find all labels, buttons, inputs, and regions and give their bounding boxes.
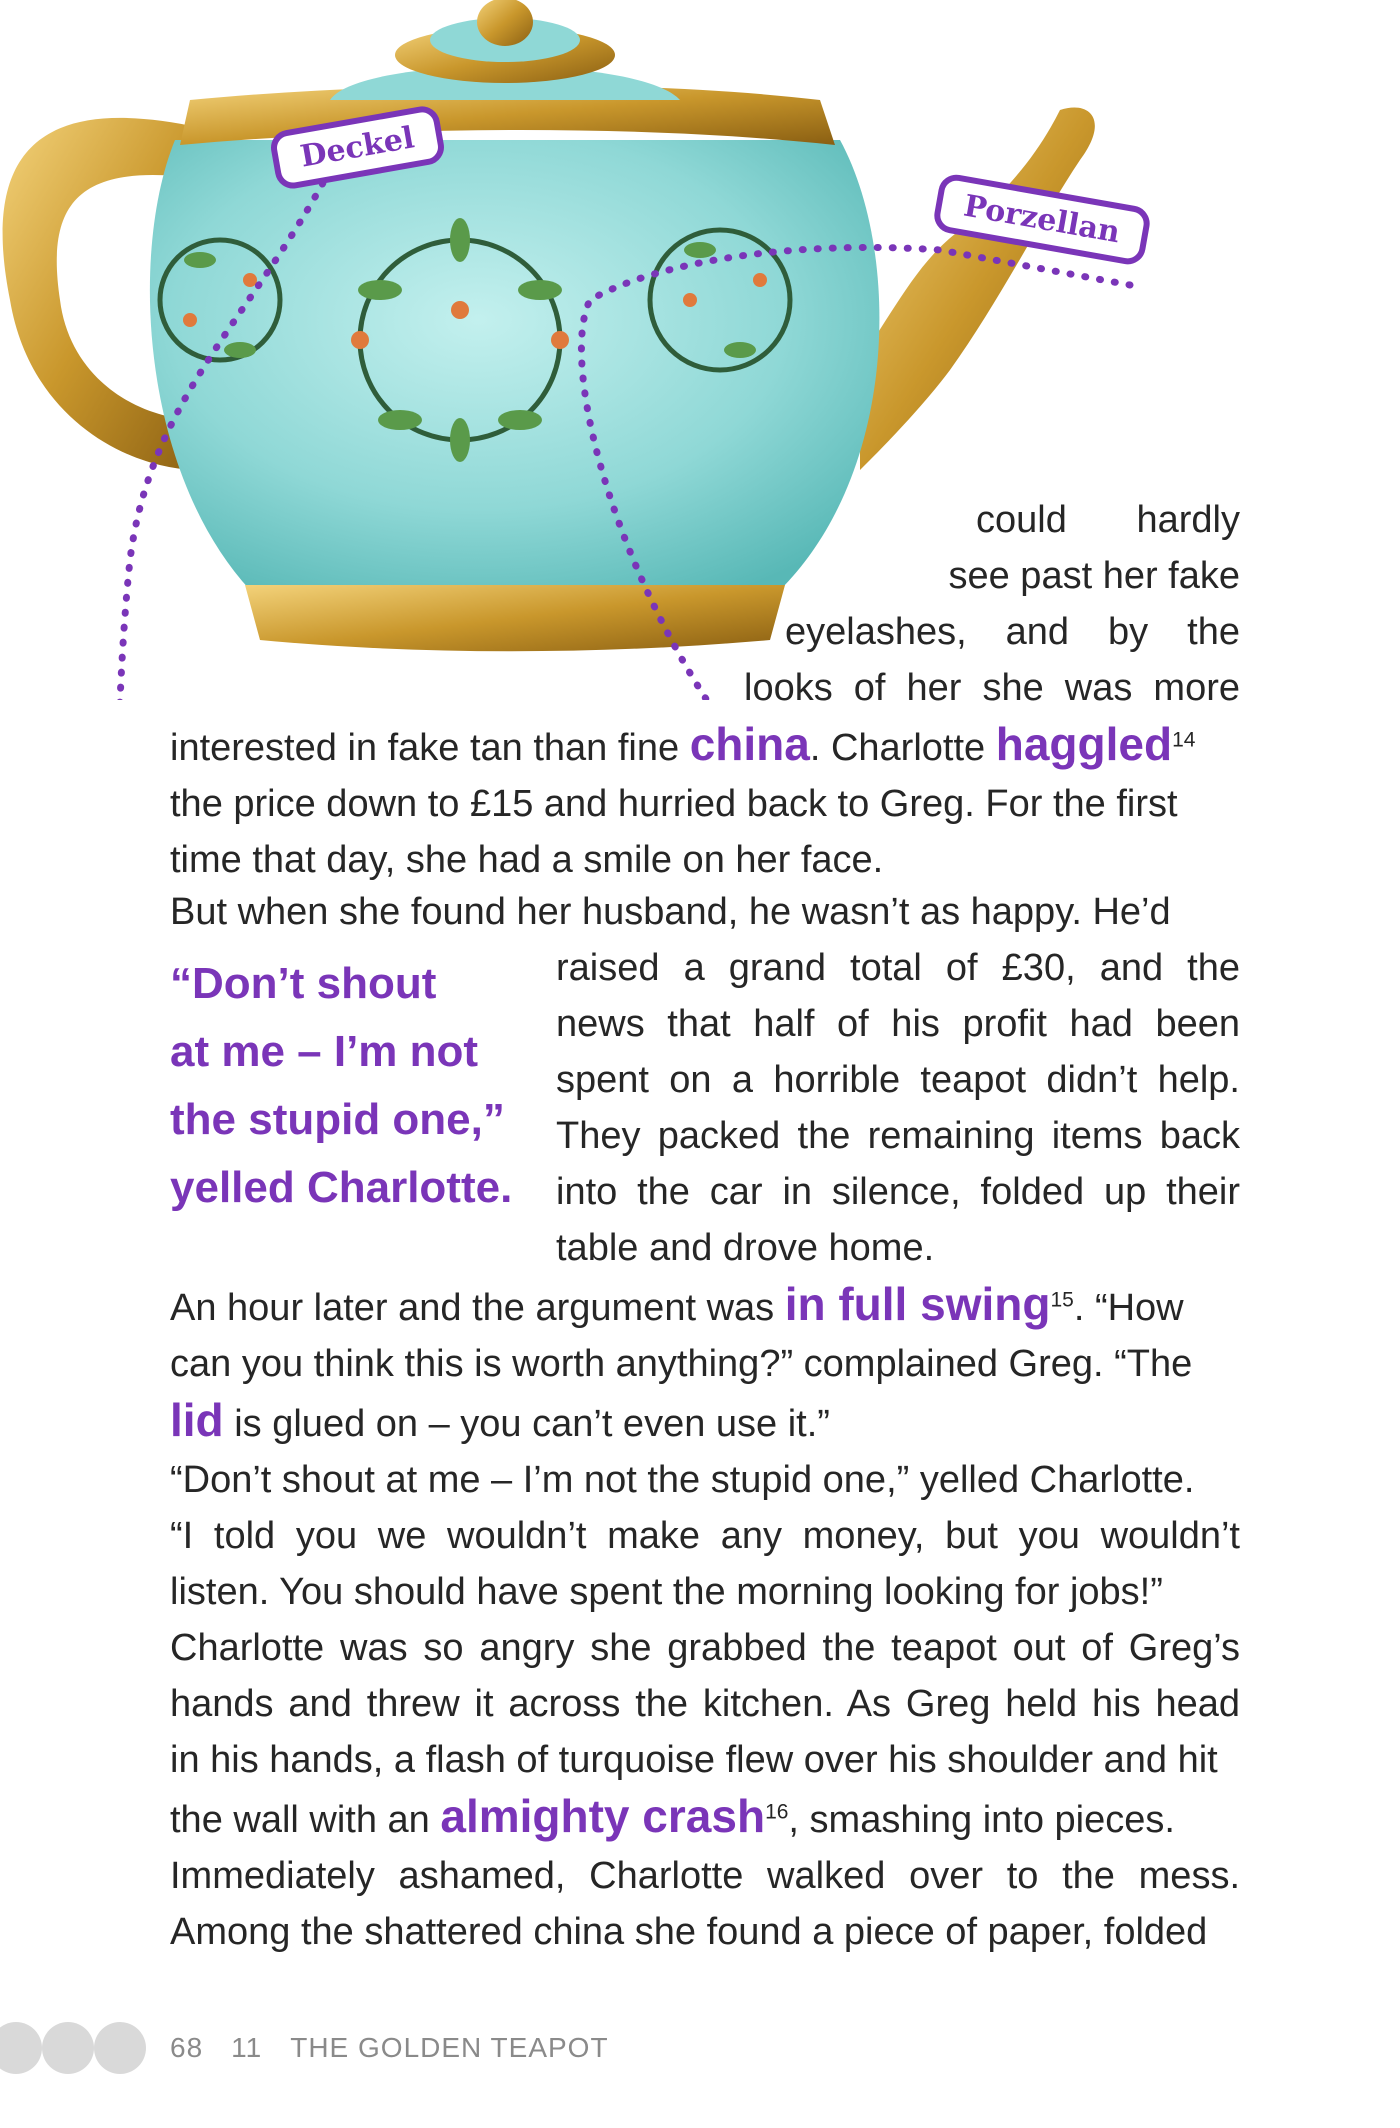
paragraph-2 [170, 884, 1240, 940]
p4-line-2: “I told you we wouldn’t make any money, but you wouldn’t [170, 1515, 1240, 1557]
highlight-lid: lid [170, 1394, 224, 1446]
p3-line-1-pre: An hour later and the argument was [170, 1287, 785, 1329]
page-number: 68 [170, 2032, 204, 2063]
p2-line-7: table and drove home. [556, 1227, 935, 1269]
p5-line-4-pre: the wall with an [170, 1799, 441, 1841]
page-footer [0, 2022, 700, 2078]
p3-line-1-post: . “How [1073, 1287, 1184, 1329]
p3-line-2: can you think this is worth anything?” complained Greg. “The [170, 1343, 1193, 1385]
paragraph-2-column [556, 940, 1240, 1276]
p1-line-5-pre: interested in fake tan than fine [170, 727, 690, 769]
porcelain-label: Porzellan [932, 172, 1153, 267]
p2-line-5: They packed the remaining items back [556, 1115, 1240, 1157]
p2-line-6: into the car in silence, folded up their [556, 1171, 1240, 1213]
p5-line-1: Charlotte was so angry she grabbed the teapot out of Greg’s [170, 1627, 1240, 1669]
p1-line-7: time that day, she had a smile on her face. [170, 839, 884, 881]
p3-line-3-post: is glued on – you can’t even use it.” [223, 1403, 830, 1445]
pull-quote-line-1: “Don’t shout [170, 959, 437, 1008]
pull-quote-line-4: yelled Charlotte. [170, 1163, 513, 1212]
decorative-dot-icon [0, 2022, 42, 2074]
footnote-16: 16 [765, 1800, 789, 1824]
footnote-14: 14 [1172, 728, 1196, 752]
p1-line-1a: could [976, 499, 1067, 541]
pull-quote [170, 950, 530, 1222]
spout-shape [860, 107, 1095, 470]
footer-text [170, 2032, 637, 2064]
highlight-in-full-swing: in full swing [784, 1278, 1051, 1330]
p1-line-5-mid: . Charlotte [809, 727, 996, 769]
lid-label: Deckel [268, 104, 446, 192]
paragraph-3 [170, 1276, 1240, 1960]
decorative-dot-icon [42, 2022, 94, 2074]
pull-quote-line-2: at me – I’m not [170, 1027, 479, 1076]
p5-line-4-post: , smashing into pieces. [788, 1799, 1175, 1841]
decorative-dot-icon [94, 2022, 146, 2074]
p5-line-3: in his hands, a flash of turquoise flew over his shoulder and hit [170, 1739, 1218, 1781]
highlight-china: china [689, 718, 810, 770]
p1-line-4: looks of her she was more [744, 667, 1240, 709]
p2-line-1: But when she found her husband, he wasn’t as happy. He’d [170, 891, 1171, 933]
pull-quote-line-3: the stupid one,” [170, 1095, 505, 1144]
p4-line-1: “Don’t shout at me – I’m not the stupid one,” yelled Charlotte. [170, 1459, 1195, 1501]
p5-line-2: hands and threw it across the kitchen. As Greg held his head [170, 1683, 1240, 1725]
p1-line-6: the price down to £15 and hurried back to Greg. For the first [170, 783, 1178, 825]
book-title: THE GOLDEN TEAPOT [290, 2032, 609, 2063]
p2-line-4: spent on a horrible teapot didn’t help. [556, 1059, 1240, 1101]
footnote-15: 15 [1050, 1288, 1074, 1312]
p2-line-3: news that half of his profit had been [556, 1003, 1240, 1045]
p1-line-3: eyelashes, and by the [785, 611, 1240, 653]
p6-line-2: Among the shattered china she found a piece of paper, folded [170, 1911, 1208, 1953]
p1-line-1b: hardly [1136, 499, 1240, 541]
paragraph-1 [170, 492, 1240, 888]
chapter-number: 11 [231, 2032, 263, 2063]
p6-line-1: Immediately ashamed, Charlotte walked over to the mess. [170, 1855, 1240, 1897]
p2-line-2: raised a grand total of £30, and the [556, 947, 1240, 989]
p4-line-3: listen. You should have spent the morning looking for jobs!” [170, 1571, 1163, 1613]
highlight-almighty-crash: almighty crash [440, 1790, 766, 1842]
p1-line-2: see past her fake [948, 555, 1240, 597]
highlight-haggled: haggled [995, 718, 1173, 770]
